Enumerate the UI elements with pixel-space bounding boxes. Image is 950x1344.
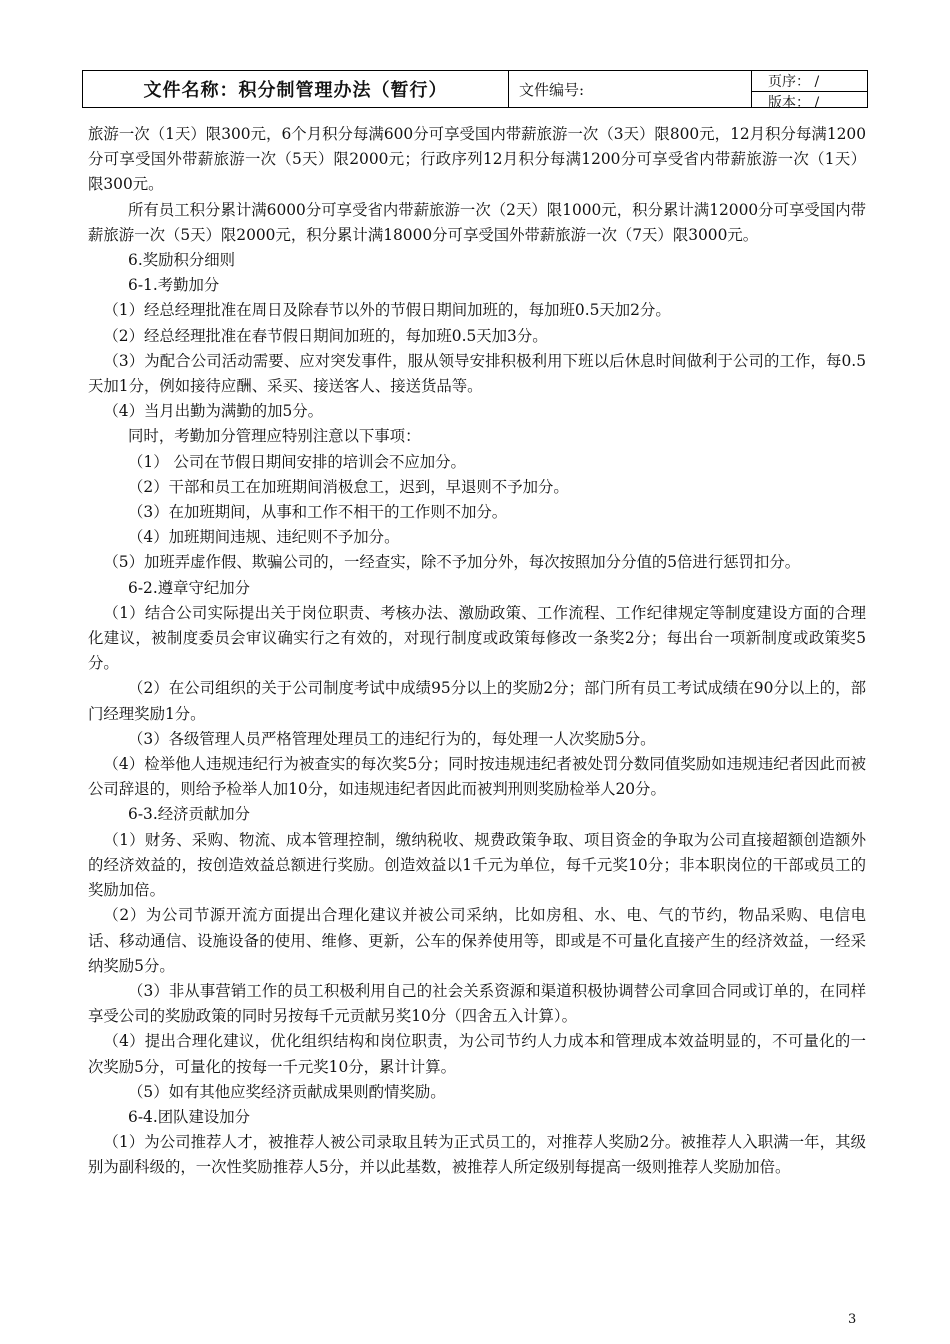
paragraph: （2）在公司组织的关于公司制度考试中成绩95分以上的奖励2分；部门所有员工考试成绩在90分以上的，部门经理奖励1分。 [88, 679, 866, 723]
paragraph: 6-2.遵章守纪加分 [128, 578, 251, 597]
paragraph: （4）加班期间违规、违纪则不予加分。 [128, 528, 400, 547]
paragraph: （4）当月出勤为满勤的加5分。 [103, 402, 324, 421]
paragraph: 6-3.经济贡献加分 [128, 805, 251, 824]
paragraph: （4）提出合理化建议，优化组织结构和岗位职责，为公司节约人力成本和管理成本效益明显的，不可量化的一次奖励5分，可量化的按每一千元奖10分，累计计算。 [88, 1032, 866, 1076]
document-header-table [82, 70, 868, 111]
document-body [88, 122, 866, 1181]
paragraph: （2）为公司节源开流方面提出合理化建议并被公司采纳，比如房租、水、电、气的节约，物品采购、电信电话、移动通信、设施设备的使用、维修、更新，公车的保养使用等，即或是不可量化直接产生的经济效益，一经采纳奖励5分。 [88, 906, 866, 975]
paragraph: 同时，考勤加分管理应特别注意以下事项： [128, 427, 421, 446]
paragraph: 6.奖励积分细则 [128, 251, 236, 270]
paragraph: （1） 公司在节假日期间安排的培训会不应加分。 [128, 452, 466, 471]
paragraph: （4）检举他人违规违纪行为被查实的每次奖5分；同时按违规违纪者被处罚分数同值奖励如违规违纪者因此而被公司辞退的，则给予检举人加10分，如违规违纪者因此而被判刑则奖励检举人20分。 [88, 755, 866, 799]
paragraph: （2）干部和员工在加班期间消极怠工，迟到，早退则不予加分。 [128, 477, 569, 496]
paragraph: 6-1.考勤加分 [128, 276, 220, 295]
paragraph: （5）加班弄虚作假、欺骗公司的，一经查实，除不予加分外，每次按照加分分值的5倍进行惩罚扣分。 [103, 553, 801, 572]
paragraph: （1）财务、采购、物流、成本管理控制，缴纳税收、规费政策争取、项目资金的争取为公司直接超额创造额外的经济效益的，按创造效益总额进行奖励。创造效益以1千元为单位，每千元奖10分；非本职岗位的干部或员工的奖励加倍。 [88, 830, 866, 900]
paragraph: 所有员工积分累计满6000分可享受省内带薪旅游一次（2天）限1000元，积分累计满12000分可享受国内带薪旅游一次（5天）限2000元，积分累计满18000分可享受国外带薪旅游一次（7天）限3000元。 [88, 200, 866, 244]
paragraph: （2）经总经理批准在春节假日期间加班的，每加班0.5天加3分。 [103, 326, 548, 345]
version-label: 版本： / [768, 95, 820, 111]
file-number-cell: 文件编号: [509, 71, 752, 107]
paragraph: （3）在加班期间，从事和工作不相干的工作则不加分。 [128, 503, 508, 522]
page-order-label: 页序： / [752, 71, 867, 92]
page-version-cell [752, 71, 867, 111]
paragraph: （1）为公司推荐人才，被推荐人被公司录取且转为正式员工的，对推荐人奖励2分。被推荐人入职满一年，其级别为副科级的，一次性奖励推荐人5分，并以此基数，被推荐人所定级别每提高一级则推荐人奖励加倍。 [88, 1133, 866, 1177]
paragraph: （1）经总经理批准在周日及除春节以外的节假日期间加班的，每加班0.5天加2分。 [103, 301, 671, 320]
paragraph: （3）各级管理人员严格管理处理员工的违纪行为的，每处理一人次奖励5分。 [128, 729, 656, 748]
paragraph: （5）如有其他应奖经济贡献成果则酌情奖励。 [128, 1082, 446, 1101]
paragraph: 6-4.团队建设加分 [128, 1107, 251, 1126]
paragraph: （1）结合公司实际提出关于岗位职责、考核办法、激励政策、工作流程、工作纪律规定等制度建设方面的合理化建议，被制度委员会审议确实行之有效的，对现行制度或政策每修改一条奖2分；每出台一项新制度或政策奖5分。 [88, 603, 866, 673]
paragraph: 旅游一次（1天）限300元，6个月积分每满600分可享受国内带薪旅游一次（3天）限800元，12月积分每满1200分可享受国外带薪旅游一次（5天）限2000元；行政序列12月积分每满1200分可享受省内带薪旅游一次（1天）限300元。 [88, 125, 866, 194]
paragraph: （3）为配合公司活动需要、应对突发事件，服从领导安排积极利用下班以后休息时间做利于公司的工作，每0.5天加1分，例如接待应酬、采买、接送客人、接送货品等。 [88, 351, 866, 396]
file-name-cell: 文件名称：积分制管理办法（暂行） [83, 71, 509, 107]
page-number: 3 [848, 1312, 857, 1327]
paragraph: （3）非从事营销工作的员工积极利用自己的社会关系资源和渠道积极协调替公司拿回合同或订单的，在同样享受公司的奖励政策的同时另按每千元贡献另奖10分（四舍五入计算）。 [88, 981, 866, 1026]
